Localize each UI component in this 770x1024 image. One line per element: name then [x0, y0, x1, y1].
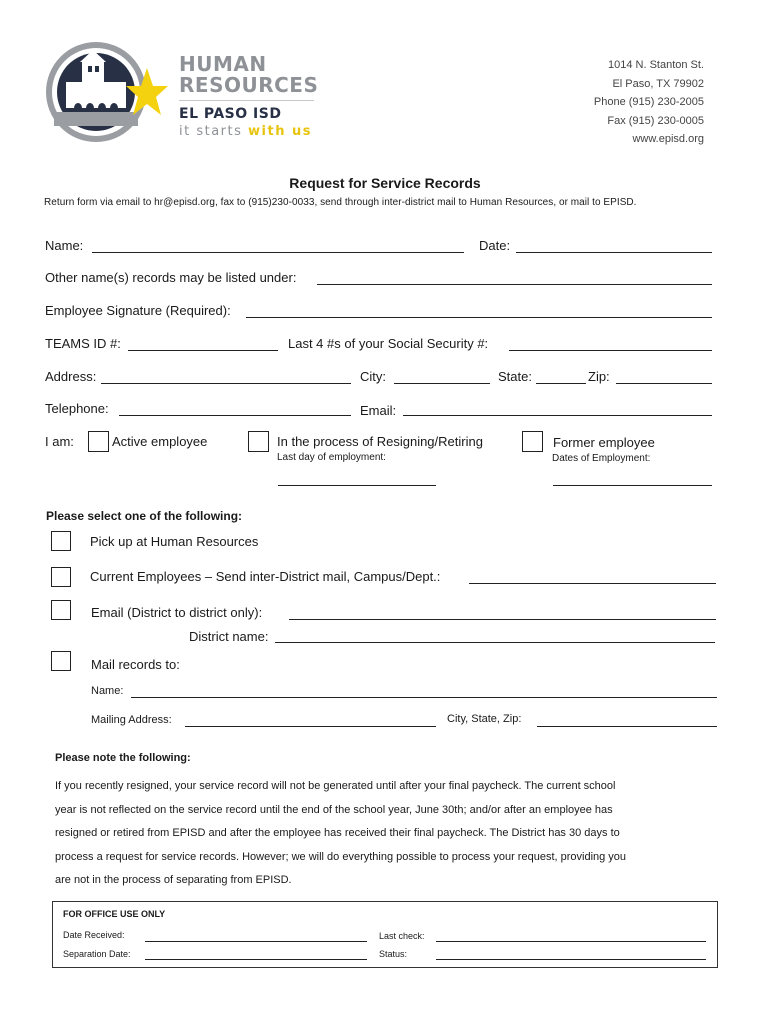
logo-tagline-end: with us [248, 124, 313, 139]
select-heading: Please select one of the following: [46, 509, 243, 523]
logo-resources: RESOURCES [179, 73, 319, 97]
note-line: process a request for service records. However; we will do everything possible to process your request, providing you [55, 850, 627, 863]
city-field[interactable] [394, 383, 490, 384]
logo-tagline-start: it starts [179, 124, 243, 139]
last-check-label: Last check: [379, 931, 425, 941]
former-employee-checkbox[interactable] [522, 431, 543, 452]
office-use-heading: FOR OFFICE USE ONLY [63, 909, 166, 919]
state-field[interactable] [536, 383, 586, 384]
separation-date-field[interactable] [145, 959, 367, 960]
mailing-address-label: Mailing Address: [91, 714, 172, 726]
last-day-label: Last day of employment: [277, 452, 386, 463]
i-am-label: I am: [45, 434, 74, 449]
address-field[interactable] [101, 383, 351, 384]
mailing-address-field[interactable] [185, 726, 436, 727]
date-field[interactable] [516, 252, 712, 253]
address-fax: Fax (915) 230-0005 [607, 114, 704, 127]
interdistrict-label: Current Employees – Send inter-District mail, Campus/Dept.: [90, 569, 441, 584]
email-option-checkbox[interactable] [51, 600, 71, 620]
name-label: Name: [45, 238, 84, 253]
active-employee-label: Active employee [112, 434, 208, 449]
last-day-field[interactable] [278, 485, 436, 486]
teams-id-label: TEAMS ID #: [45, 336, 121, 351]
teams-id-field[interactable] [128, 350, 278, 351]
date-received-label: Date Received: [63, 930, 125, 940]
state-label: State: [498, 369, 532, 384]
telephone-field[interactable] [119, 415, 351, 416]
mail-checkbox[interactable] [51, 651, 71, 671]
district-name-field[interactable] [275, 642, 715, 643]
resigning-label: In the process of Resigning/Retiring [277, 434, 483, 449]
mail-name-label: Name: [91, 685, 124, 697]
resigning-checkbox[interactable] [248, 431, 269, 452]
city-state-zip-label: City, State, Zip: [447, 713, 522, 725]
date-label: Date: [479, 238, 511, 253]
email-label: Email: [360, 403, 397, 418]
logo-divider [179, 100, 314, 101]
address-street: 1014 N. Stanton St. [607, 59, 704, 71]
episd-logo [44, 40, 319, 145]
campus-dept-field[interactable] [469, 583, 716, 584]
note-body [55, 775, 735, 893]
mail-label: Mail records to: [91, 657, 180, 672]
address-label: Address: [45, 369, 97, 384]
active-employee-checkbox[interactable] [88, 431, 109, 452]
dates-of-employment-label: Dates of Employment: [552, 453, 651, 464]
signature-label: Employee Signature (Required): [45, 303, 231, 318]
logo-el-paso-isd: EL PASO ISD [179, 106, 282, 122]
status-label: Status: [379, 949, 408, 959]
interdistrict-checkbox[interactable] [51, 567, 71, 587]
separation-date-label: Separation Date: [63, 949, 131, 959]
email-field[interactable] [403, 415, 712, 416]
form-instructions: Return form via email to hr@episd.org, fax to (915)230-0033, send through inter-district mail to Human Resources, or mail to EPISD. [44, 197, 637, 208]
email-option-field[interactable] [289, 619, 716, 620]
other-names-label: Other name(s) records may be listed under: [45, 270, 297, 285]
city-label: City: [360, 369, 386, 384]
school-emblem-icon [44, 40, 169, 145]
note-line: are not in the process of separating from EPISD. [55, 874, 292, 886]
ssn-label: Last 4 #s of your Social Security #: [288, 336, 489, 351]
mail-name-field[interactable] [131, 697, 717, 698]
status-field[interactable] [436, 959, 706, 960]
former-employee-label: Former employee [553, 435, 655, 450]
district-name-label: District name: [189, 629, 269, 644]
office-use-box [52, 901, 718, 968]
address-web[interactable]: www.episd.org [632, 133, 704, 145]
name-field[interactable] [92, 252, 464, 253]
logo-human: HUMAN [179, 52, 267, 76]
city-state-zip-field[interactable] [537, 726, 717, 727]
ssn-field[interactable] [509, 350, 712, 351]
signature-field[interactable] [246, 317, 712, 318]
last-check-field[interactable] [436, 941, 706, 942]
zip-field[interactable] [616, 383, 712, 384]
address-phone: Phone (915) 230-2005 [593, 96, 704, 108]
note-line: resigned or retired from EPISD and after the employee has received their final paycheck. The District has 30 days to [55, 827, 620, 839]
address-block [594, 56, 704, 149]
note-line: year is not reflected on the service record until the end of the school year, June 30th; and/or after an employee has [55, 803, 613, 816]
dates-of-employment-field[interactable] [553, 485, 712, 486]
zip-label: Zip: [588, 369, 610, 384]
date-received-field[interactable] [145, 941, 367, 942]
email-option-label: Email (District to district only): [91, 605, 263, 620]
note-line: If you recently resigned, your service record will not be generated until after your final paycheck. The current school [55, 780, 616, 792]
address-city: El Paso, TX 79902 [612, 77, 704, 90]
pickup-label: Pick up at Human Resources [90, 534, 259, 549]
other-names-field[interactable] [317, 284, 712, 285]
logo-tagline [179, 124, 312, 139]
note-heading: Please note the following: [55, 752, 191, 764]
telephone-label: Telephone: [45, 401, 109, 416]
pickup-checkbox[interactable] [51, 531, 71, 551]
form-title: Request for Service Records [289, 175, 481, 191]
